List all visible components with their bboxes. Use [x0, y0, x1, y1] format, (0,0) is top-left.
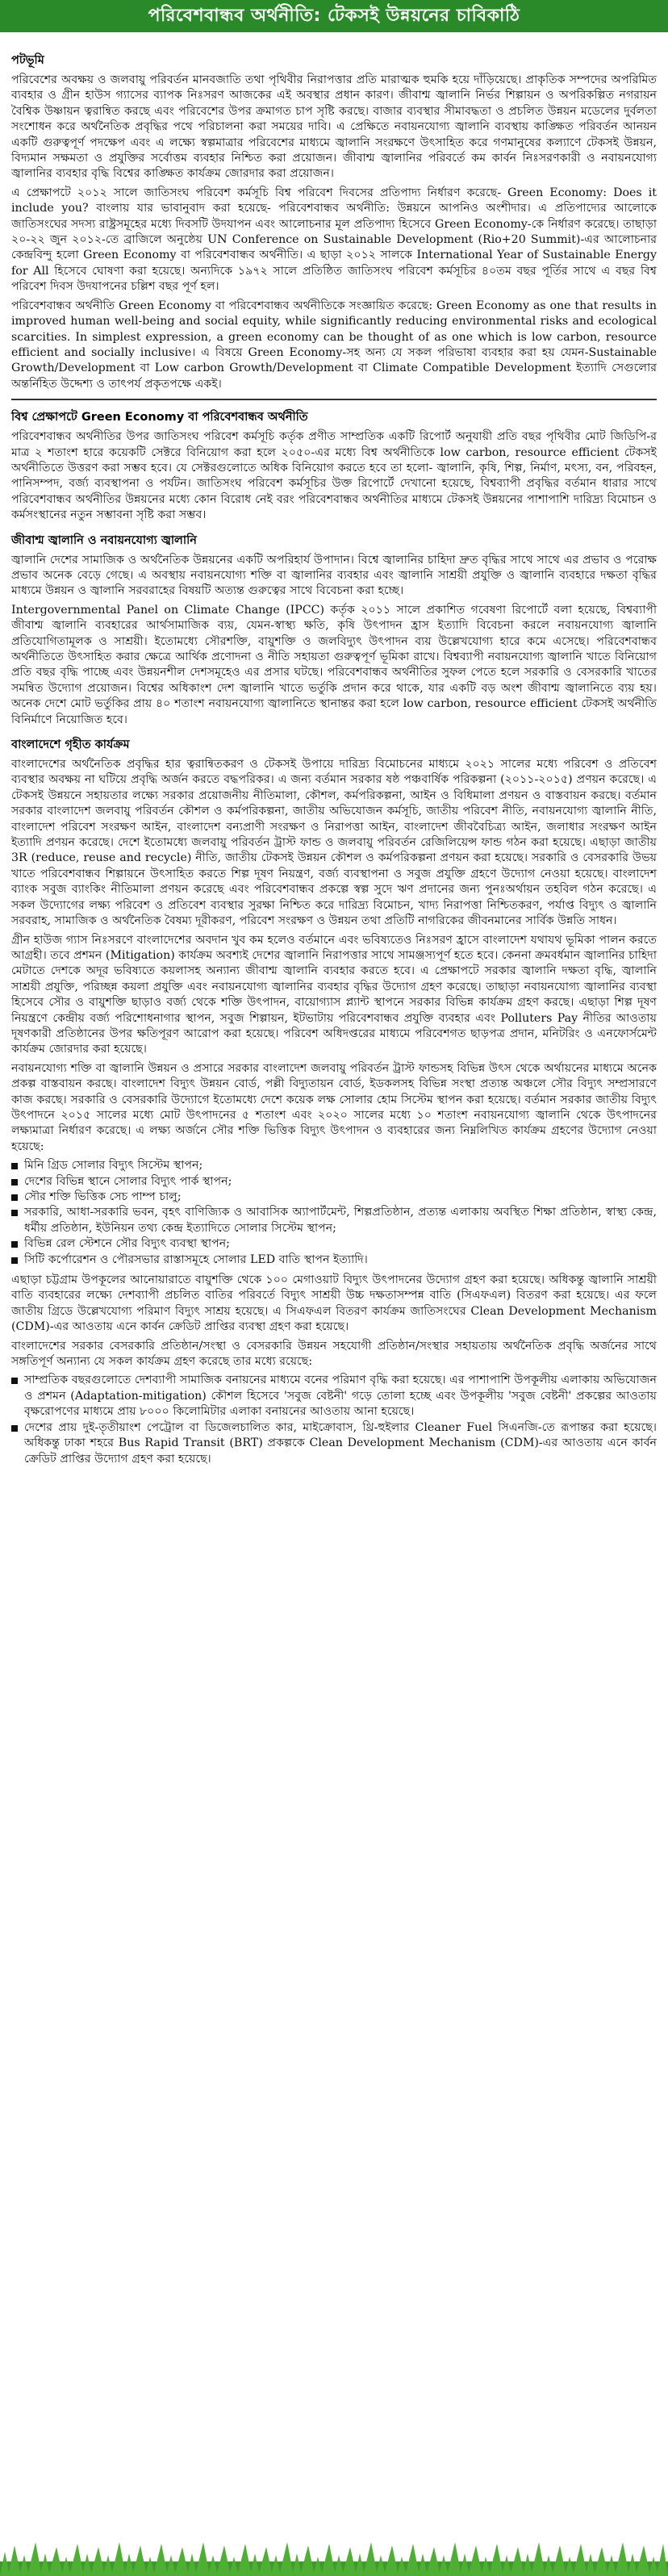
square-bullet-icon: [11, 1163, 18, 1169]
section-heading: জীবাশ্ম জ্বালানি ও নবায়নযোগ্য জ্বালানি: [11, 533, 197, 547]
square-bullet-icon: [11, 1425, 18, 1432]
paragraph: নবায়নযোগ্য শক্তি বা জ্বালানি উন্নয়ন ও প্রসারে সরকার বাংলাদেশ জলবায়ু পরিবর্তন ট্রাস্ট ফান্ডসহ বিভিন্ন উৎস থেকে অর্থায়নের মাধ্যমে অনেক প্রকল্প বাস্তবায়ন করছে। বাংলাদেশ বিদ্যুৎ উন্নয়ন বোর্ড, পল্লী বিদ্যুতায়ন বোর্ড, ইডকলসহ বিভিন্ন সংস্থা প্রত্যন্ত অঞ্চলে সৌর বিদ্যুৎ সম্প্রসারণে কাজ করছে। সরকারি ও বেসরকারি উদ্যোগে ইতোমধ্যে দেশে কয়েক লক্ষ সোলার হোম সিস্টেম স্থাপন করা হয়েছে। বর্তমান সরকার জাতীয় বিদ্যুৎ উৎপাদনে ২০১৫ সালের মধ্যে মোট উৎপাদনের ৫ শতাংশ এবং ২০২০ সালের মধ্যে ১০ শতাংশ নবায়নযোগ্য জ্বালানি থেকে উৎপাদনের লক্ষ্যমাত্রা নির্ধারণ করেছে। এ লক্ষ্য অর্জনে সৌর শক্তি ভিত্তিক বিদ্যুৎ উৎপাদন ও ব্যবহারের জন্য নিম্নলিখিত কার্যক্রম গ্রহণের উদ্যোগ নেওয়া হয়েছে:: [11, 1061, 657, 1153]
list-item: [11, 1158, 657, 1173]
square-bullet-icon: [11, 1194, 18, 1201]
paragraph: পরিবেশবান্ধব অর্থনীতি Green Economy বা পরিবেশবান্ধব অর্থনীতিকে সংজ্ঞায়িত করেছে: Green Economy as one that results in improved human well-being and social equity, while significantly reducing environmental risks and ecological scarcities. In simplest expression, a green economy can be thought of as one which is low carbon, resource efficient and socially inclusive। এ বিষয়ে Green Economy-সহ অন্য যে সকল পরিভাষা ব্যবহার করা হয় যেমন-Sustainable Growth/Development বা Low carbon Growth/Development বা Climate Compatible Development ইত্যাদি সেগুলোর অন্তর্নিহিত উদ্দেশ্য ও তাৎপর্য প্রকৃতপক্ষে একই।: [11, 299, 657, 391]
title-bar: [0, 0, 668, 32]
square-bullet-icon: [11, 1210, 18, 1216]
paragraph: গ্রীন হাউজ গ্যাস নিঃসরণে বাংলাদেশের অবদান খুব কম হলেও বর্তমানে এবং ভবিষ্যতেও নিঃসরণ হ্রাসে বাংলাদেশ যথাযথ ভূমিকা পালন করতে আগ্রহী। তবে প্রশমন (Mitigation) কার্যক্রম অবশ্যই দেশের জ্বালানি নিরাপত্তার সাথে সামঞ্জস্যপূর্ণ হতে হবে। কেননা ক্রমবর্ধমান জ্বালানির চাহিদা মেটাতে দেশকে অদূর ভবিষ্যতে কয়লাসহ অন্যান্য জীবাশ্ম জ্বালানি ব্যবহার করতে হবে। এ প্রেক্ষাপটে সরকার জ্বালানি দক্ষতা বৃদ্ধি, জ্বালানি সাশ্রয়ী প্রযুক্তি, পরিচ্ছন্ন কয়লা প্রযুক্তি এবং নবায়নযোগ্য জ্বালানির ব্যবহার বৃদ্ধির উদ্যোগ গ্রহণ করেছে। তাছাড়া নবায়নযোগ্য জ্বালানির ব্যবস্থা হিসেবে সৌর ও বায়ুশক্তি ছাড়াও বর্জ্য থেকে শক্তি উৎপাদন, বায়োগ্যাস প্ল্যান্ট স্থাপনে সরকার বিভিন্ন কার্যক্রম গ্রহণ করছে। এছাড়া শিল্প দূষণ নিয়ন্ত্রণে কেন্দ্রীয় বর্জ্য পরিশোধনাগার স্থাপন, সবুজ শিল্পায়ন, ইটভাটায় পরিবেশবান্ধব প্রযুক্তি ব্যবহার এবং Polluters Pay নীতির আওতায় দূষণকারী প্রতিষ্ঠানের উপর ক্ষতিপূরণ আরোপ করা হয়েছে। পরিবেশ অধিদপ্তরের মাধ্যমে পরিবেশগত ছাড়পত্র প্রদান, মনিটরিং ও এনফোর্সমেন্ট কার্যক্রম জোরদার করা হয়েছে।: [11, 933, 657, 1056]
section-heading: বিশ্ব প্রেক্ষাপটে Green Economy বা পরিবেশবান্ধব অর্থনীতি: [11, 411, 308, 424]
list-item: [11, 1174, 657, 1190]
grass-decoration: [0, 2537, 668, 2576]
list-item: [11, 1373, 657, 1420]
list-item-text: দেশের প্রায় দুই-তৃতীয়াংশ পেট্রোল বা ডিজেলচালিত কার, মাইক্রোবাস, থ্রি-হুইলার Cleaner Fuel সিএনজি-তে রূপান্তর করা হয়েছে। অধিকন্তু ঢাকা শহরে Bus Rapid Transit (BRT) প্রকল্পকে Clean Development Mechanism (CDM)-এর আওতায় এনে কার্বন ক্রেডিট প্রাপ্তির উদ্যোগ গ্রহণ করা হয়েছে।: [24, 1420, 657, 1466]
section-background: [11, 52, 657, 392]
square-bullet-icon: [11, 1257, 18, 1264]
list-item-text: সিটি কর্পোরেশন ও পৌরসভার রাস্তাসমূহে সোলার LED বাতি স্থাপন ইত্যাদি।: [24, 1252, 368, 1266]
square-bullet-icon: [11, 1378, 18, 1384]
list-item: [11, 1205, 657, 1236]
list-item-text: সরকারি, আধা-সরকারি ভবন, বৃহৎ বাণিজ্যিক ও আবাসিক অ্যাপার্টমেন্ট, শিল্পপ্রতিষ্ঠান, প্রত্যন্ত এলাকায় অবস্থিত শিক্ষা প্রতিষ্ঠান, স্বাস্থ্য কেন্দ্র, ধর্মীয় প্রতিষ্ঠান, ইউনিয়ন তথ্য কেন্দ্র ইত্যাদিতে সোলার সিস্টেম স্থাপন;: [24, 1206, 657, 1235]
paragraph: বাংলাদেশের সরকার বেসরকারি প্রতিষ্ঠান/সংস্থা ও বেসরকারি উন্নয়ন সহযোগী প্রতিষ্ঠান/সংস্থার সহায়তায় অর্থনৈতিক প্রবৃদ্ধি অর্জনের সাথে সঙ্গতিপূর্ণ অন্যান্য যে সকল কার্যক্রম গ্রহণ করেছে তার মধ্যে রয়েছে:: [11, 1339, 657, 1369]
list-item: [11, 1420, 657, 1467]
section-global-context: [11, 408, 657, 523]
article-body: [0, 32, 668, 1467]
section-bangladesh-actions: [11, 736, 657, 1268]
list-item-text: সাম্প্রতিক বছরগুলোতে দেশব্যাপী সামাজিক বনায়নের মাধ্যমে বনের পরিমাণ বৃদ্ধি করা হয়েছে। এর পাশাপাশি উপকূলীয় এলাকায় অভিযোজন ও প্রশমন (Adaptation-mitigation) কৌশল হিসেবে 'সবুজ বেষ্টনী' গড়ে তোলা হচ্ছে এবং উপকূলীয় 'সবুজ বেষ্টনী' প্রকল্পের আওতায় বৃক্ষরোপণের মাধ্যমে প্রায় ৮০০০ কিলোমিটার এলাকা বনায়নের আওতায় আনা হয়েছে।: [24, 1374, 657, 1419]
section-heading: পটভূমি: [11, 54, 44, 67]
paragraph: পরিবেশবান্ধব অর্থনীতির উপর জাতিসংঘ পরিবেশ কর্মসূচি কর্তৃক প্রণীত সাম্প্রতিক একটি রিপোর্ট অনুযায়ী প্রতি বছর পৃথিবীর মোট জিডিপি-র মাত্র ২ শতাংশ হারে কয়েকটি সেক্টরে বিনিয়োগ করা হলে ২০৫০-এর মধ্যে বিশ্ব অর্থনীতিকে low carbon, resource efficient টেকসই অর্থনীতিতে উত্তরণ করা সম্ভব হবে। যে সেক্টরগুলোতে অধিক বিনিয়োগ করতে হবে তা হলো- জ্বালানি, কৃষি, শিল্প, নির্মাণ, মৎস্য, বন, পরিবহন, পানিসম্পদ, বর্জ্য ব্যবস্থাপনা ও পর্যটন। জাতিসংঘ পরিবেশ কর্মসূচির উক্ত রিপোর্টে দেখানো হয়েছে, বিশ্বব্যাপী প্রবৃদ্ধির বর্তমান ধারার সাথে পরিবেশবান্ধব অর্থনীতির উন্নয়নের মধ্যে কোন বিরোধ নেই বরং পরিবেশবান্ধব অর্থনীতির মাধ্যমে টেকসই উন্নয়নের পাশাপাশি দারিদ্র্য বিমোচন ও কর্মসংস্থানের নতুন সম্ভাবনা সৃষ্টি করা সম্ভব।: [11, 430, 657, 522]
paragraph: বাংলাদেশের অর্থনৈতিক প্রবৃদ্ধির হার ত্বরান্বিতকরণ ও টেকসই উপায়ে দারিদ্র্য বিমোচনের মাধ্যমে ২০২১ সালের মধ্যে পরিবেশ ও প্রতিবেশ ব্যবস্থার অবক্ষয় না ঘটিয়ে প্রবৃদ্ধি অর্জন করতে বদ্ধপরিকর। এ জন্য বর্তমান সরকার ষষ্ঠ পঞ্চবার্ষিক পরিকল্পনা (২০১১-২০১৫) প্রণয়ন করেছে। এ টেকসই উন্নয়নে সহায়তার লক্ষ্যে সরকার প্রয়োজনীয় নীতিমালা, কৌশল, কর্মপরিকল্পনা, আইন ও বিধিমালা প্রণয়ন ও বাস্তবায়ন করছে। বর্তমান সরকার বাংলাদেশ জলবায়ু পরিবর্তন কৌশল ও কর্মপরিকল্পনা, জাতীয় অভিযোজন কর্মসূচি, জাতীয় পরিবেশ নীতি, নবায়নযোগ্য জ্বালানি নীতি, বাংলাদেশ পরিবেশ সংরক্ষণ আইন, বাংলাদেশ বন্যপ্রাণী সংরক্ষণ ও নিরাপত্তা আইন, বাংলাদেশ জীববৈচিত্র্য আইন, জলাধার সংরক্ষণ আইন ইত্যাদি প্রণয়ন করেছে। দেশে ইতোমধ্যে জলবায়ু পরিবর্তন ট্রাস্ট ফান্ড ও জলবায়ু পরিবর্তন রেজিলিয়েন্স ফান্ড গঠন করা হয়েছে। এছাড়া জাতীয় 3R (reduce, reuse and recycle) নীতি, জাতীয় টেকসই উন্নয়ন কৌশল ও কর্মপরিকল্পনা প্রণয়ন করা হয়েছে। সরকারি ও বেসরকারি উভয় খাতে পরিবেশবান্ধব শিল্পায়নে উৎসাহিত করতে শিল্প দূষণ নিয়ন্ত্রণ, বর্জ্য ব্যবস্থাপনা ও সবুজ প্রযুক্তি গ্রহণে উদ্যোগ নেওয়া হয়েছে। বাংলাদেশ ব্যাংক সবুজ ব্যাংকিং নীতিমালা প্রণয়ন করেছে এবং পরিবেশবান্ধব প্রকল্পে স্বল্প সুদে ঋণ প্রদানের জন্য পুনঃঅর্থায়ন তহবিল গঠন করেছে। এ সকল উদ্যোগের লক্ষ্য পরিবেশ ও প্রতিবেশ ব্যবস্থার সুরক্ষা নিশ্চিত করে দারিদ্র্য বিমোচন, খাদ্য নিরাপত্তা নিশ্চিতকরণ, পর্যাপ্ত বিদ্যুৎ ও জ্বালানি সরবরাহ, সামাজিক ও অর্থনৈতিক বৈষম্য দূরীকরণ, পরিবেশ সংরক্ষণ ও উন্নয়ন তথা প্রতিটি নাগরিকের জীবনমানের সার্বিক উন্নতি সাধন।: [11, 758, 657, 928]
square-bullet-icon: [11, 1241, 18, 1248]
list-item: [11, 1236, 657, 1252]
bullet-list: [11, 1158, 657, 1268]
square-bullet-icon: [11, 1179, 18, 1186]
section-heading: বাংলাদেশে গৃহীত কার্যক্রম: [11, 738, 130, 752]
section-further-actions: [11, 1273, 657, 1467]
list-item-text: সৌর শক্তি ভিত্তিক সেচ পাম্প চালু;: [24, 1190, 182, 1203]
paragraph: এছাড়া চট্টগ্রাম উপকূলের আনোয়ারাতে বায়ুশক্তি থেকে ১০০ মেগাওয়াট বিদ্যুৎ উৎপাদনের উদ্যোগ গ্রহণ করা হয়েছে। অধিকন্তু জ্বালানি সাশ্রয়ী বাতি ব্যবহারের লক্ষ্যে দেশব্যাপী প্রচলিত বাতির পরিবর্তে বিদ্যুৎ সাশ্রয়ী উচ্চ দক্ষতাসম্পন্ন বাতি (সিএফএল) বিতরণ করা হয়েছে। এর ফলে জাতীয় গ্রিডে উল্লেখযোগ্য পরিমাণ বিদ্যুৎ সাশ্রয় হয়েছে। এ সিএফএল বিতরণ কার্যক্রম জাতিসংঘের Clean Development Mechanism (CDM)-এর আওতায় এনে কার্বন ক্রেডিট প্রাপ্তির ব্যবস্থা গ্রহণ করা হয়েছে।: [11, 1273, 657, 1334]
section-fossil-renewable: [11, 532, 657, 728]
bullet-list: [11, 1373, 657, 1466]
divider: [11, 399, 657, 400]
paragraph: জ্বালানি দেশের সামাজিক ও অর্থনৈতিক উন্নয়নের একটি অপরিহার্য উপাদান। বিশ্বে জ্বালানির চাহিদা দ্রুত বৃদ্ধির সাথে সাথে এর প্রভাব ও পরোক্ষ প্রভাব অনেক বেড়ে গেছে। এ অবস্থায় নবায়নযোগ্য শক্তি বা জ্বালানির ব্যবহার এবং জ্বালানি সাশ্রয়ী প্রযুক্তি ও জ্বালানি ব্যবহারে দক্ষতা বৃদ্ধির মাধ্যমে উন্নয়ন ও জ্বালানি সরবরাহের বিষয়টি অত্যন্ত গুরুত্বের সাথে বিবেচনা করা হচ্ছে।: [11, 553, 657, 598]
paragraph: এ প্রেক্ষাপটে ২০১২ সালে জাতিসংঘ পরিবেশ কর্মসূচি বিশ্ব পরিবেশ দিবসের প্রতিপাদ্য নির্ধারণ করেছে- Green Economy: Does it include you? বাংলায় যার ভাবানুবাদ করা হয়েছে- পরিবেশবান্ধব অর্থনীতি: উন্নয়নে আপনিও অংশীদার। এ প্রতিপাদ্যের আলোকে জাতিসংঘের সদস্য রাষ্ট্রসমূহের মধ্যে দিবসটি উদযাপন এবং আলোচনার মূল প্রতিপাদ্য হিসেবে Green Economy-কে নির্ধারণ করেছে। তাছাড়া ২০-২২ জুন ২০১২-তে ব্রাজিলে অনুষ্ঠেয় UN Conference on Sustainable Development (Rio+20 Summit)-এর আলোচনার কেন্দ্রবিন্দু হলো Green Economy বা পরিবেশবান্ধব অর্থনীতি। এ ছাড়া ২০১২ সালকে International Year of Sustainable Energy for All হিসেবে ঘোষণা করা হয়েছে। অন্যদিকে ১৯৭২ সালে প্রতিষ্ঠিত জাতিসংঘ পরিবেশ কর্মসূচির ৪০তম বছর পূর্তির সাথে এ বছর বিশ্ব পরিবেশ দিবস উদযাপনের চল্লিশ বছর পূর্ণ হল।: [11, 186, 657, 294]
list-item: [11, 1252, 657, 1268]
list-item-text: দেশের বিভিন্ন স্থানে সোলার বিদ্যুৎ পার্ক স্থাপন;: [24, 1174, 232, 1188]
list-item-text: মিনি গ্রিড সোলার বিদ্যুৎ সিস্টেম স্থাপন;: [24, 1159, 203, 1173]
list-item: [11, 1190, 657, 1205]
paragraph: পরিবেশের অবক্ষয় ও জলবায়ু পরিবর্তন মানবজাতি তথা পৃথিবীর নিরাপত্তার প্রতি মারাত্মক হুমকি হয়ে দাঁড়িয়েছে। প্রাকৃতিক সম্পদের অপরিমিত ব্যবহার ও গ্রীন হাউস গ্যাসের ব্যাপক নিঃসরণ আজকের এই অবস্থার প্রধান কারণ। জীবাশ্ম জ্বালানি নির্ভর শিল্পায়ন ও অপরিকল্পিত নগরায়ন বৈশ্বিক উষ্ণায়ন ত্বরান্বিত করছে এবং পরিবেশের উপর ক্রমাগত চাপ সৃষ্টি করছে। বাজার ব্যবস্থার সীমাবদ্ধতা ও প্রচলিত উন্নয়ন মডেলের দুর্বলতা সংশোধন করে অর্থনৈতিক প্রবৃদ্ধির পথে পরিচালনা করা সময়ের দাবি। এ প্রেক্ষিতে নবায়নযোগ্য জ্বালানি ব্যবস্থায় কাঙ্ক্ষিত পরিবর্তন আনয়ন একটি গুরুত্বপূর্ণ পদক্ষেপ এবং এ লক্ষ্যে স্বল্পমাত্রার পরিবেশের মাধ্যমে জ্বালানি সংরক্ষণে উৎসাহিত করে গণমানুষের কল্যাণে টেকসই উন্নয়ন, বিদ্যমান সক্ষমতা ও প্রযুক্তির সর্বোত্তম ব্যবহার নিশ্চিত করা প্রয়োজন। জীবাশ্ম জ্বালানির পরিবর্তে কম কার্বন নিঃসরণকারী ও নবায়নযোগ্য জ্বালানির ব্যবহার বৃদ্ধি বিশ্বের কাঙ্ক্ষিত কার্যক্রম জোরদার করা প্রয়োজন।: [11, 73, 657, 181]
list-item-text: বিভিন্ন রেল স্টেশনে সৌর বিদ্যুৎ ব্যবস্থা স্থাপন;: [24, 1237, 230, 1251]
paragraph: Intergovernmental Panel on Climate Change (IPCC) কর্তৃক ২০১১ সালে প্রকাশিত গবেষণা রিপোর্টে বলা হয়েছে, বিশ্বব্যাপী জীবাশ্ম জ্বালানি ব্যবহারের আর্থসামাজিক ব্যয়, যেমন-স্বাস্থ্য ক্ষতি, কৃষি উৎপাদন হ্রাস ইত্যাদি বিবেচনা করলে নবায়নযোগ্য জ্বালানি প্রতিযোগিতামূলক ও সাশ্রয়ী। ইতোমধ্যে সৌরশক্তি, বায়ুশক্তি ও জলবিদ্যুৎ উৎপাদন ব্যয় উল্লেখযোগ্য হারে কমে এসেছে। পরিবেশবান্ধব অর্থনীতিতে উৎসাহিত করার ক্ষেত্রে আর্থিক প্রণোদনা ও নীতি সহায়তা গুরুত্বপূর্ণ ভূমিকা রাখে। বিশ্বব্যাপী নবায়নযোগ্য জ্বালানি খাতে বিনিয়োগ প্রতি বছর বৃদ্ধি পাচ্ছে এবং উন্নয়নশীল দেশসমূহেও এর প্রসার ঘটছে। পরিবেশবান্ধব অর্থনীতির সুফল পেতে হলে সরকারি ও বেসরকারি খাতের সমন্বিত উদ্যোগ প্রয়োজন। বিশ্বের অধিকাংশ দেশ জ্বালানি খাতে ভর্তুকি প্রদান করে থাকে, যার একটি বড় অংশ জীবাশ্ম জ্বালানিতে ব্যয় হয়। অনেক দেশে মোট ভর্তুকির প্রায় ৪০ শতাংশ নবায়নযোগ্য জ্বালানিতে স্থানান্তর করা হলে low carbon, resource efficient টেকসই অর্থনীতি বিনির্মাণে নিয়োজিত হবে।: [11, 603, 657, 726]
page-title: পরিবেশবান্ধব অর্থনীতি: টেকসই উন্নয়নের চাবিকাঠি: [148, 5, 520, 26]
